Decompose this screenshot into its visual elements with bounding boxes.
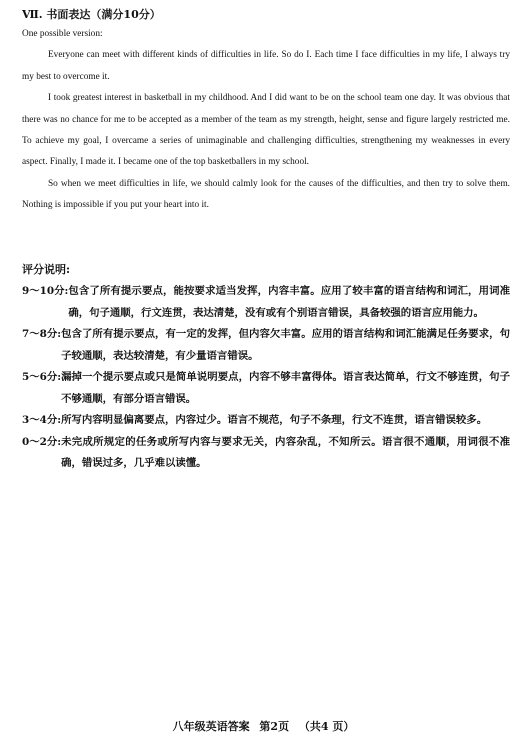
essay-lead: One possible version:: [22, 29, 103, 39]
footer-grade-subject: 八年级英语答案: [172, 720, 250, 733]
rubric-description: 所写内容明显偏离要点，内容过少。语言不规范，句子不条理，行文不连贯，语言错误较多。: [61, 414, 488, 426]
footer-page-number: 第2页: [259, 720, 290, 733]
rubric-item: [22, 281, 510, 324]
essay-paragraph-1: Everyone can meet with different kinds of difficulties in life. So do I. Each time I face difficulties in my life, I always try my best to overcome it.: [22, 50, 510, 82]
sample-essay: [22, 24, 510, 217]
rubric-description: 包含了所有提示要点，有一定的发挥，但内容欠丰富。应用的语言结构和词汇能满足任务要求，句子较通顺，表达较清楚，有少量语言错误。: [61, 328, 510, 362]
section-title: Ⅶ. 书面表达（满分10分）: [22, 8, 161, 21]
rubric-item: [22, 367, 510, 410]
rubric-item: [22, 432, 510, 475]
rubric-item: [22, 410, 510, 432]
scoring-rubric: [22, 281, 510, 475]
rubric-score-range: 0～2分:: [22, 435, 62, 448]
rubric-score-range: 5～6分:: [22, 371, 62, 383]
essay-paragraph-2: I took greatest interest in basketball in my childhood. And I did want to be on the school team one day. It was obvious that there was no chance for me to be accepted as a member of the team as my strength, height, sense and figure largely restricted me. To achieve my goal, I overcame a series of unimaginable and challenging difficulties, strengthening my weaknesses in every aspect. Finally, I made it. I became one of the top basketballers in my school.: [22, 93, 510, 168]
footer-total-pages: （共4 页）: [298, 720, 355, 733]
rubric-score-range: 7～8分:: [22, 328, 62, 340]
essay-paragraph-3: So when we meet difficulties in life, we should calmly look for the causes of the difficulties, and then try to solve them. Nothing is impossible if you put your heart into it.: [22, 178, 510, 211]
rubric-description: 漏掉一个提示要点或只是简单说明要点，内容不够丰富得体。语言表达简单，行文不够连贯，句子不够通顺，有部分语言错误。: [61, 371, 510, 405]
rubric-score-range: 3～4分:: [22, 414, 62, 426]
rubric-score-range: 9～10分:: [22, 285, 69, 297]
rubric-title: 评分说明:: [22, 263, 71, 276]
rubric-description: 包含了所有提示要点，能按要求适当发挥，内容丰富。应用了较丰富的语言结构和词汇，用词准确，句子通顺，行文连贯，表达清楚，没有或有个别语言错误，具备较强的语言应用能力。: [68, 285, 510, 319]
rubric-item: [22, 324, 510, 367]
rubric-description: 未完成所规定的任务或所写内容与要求无关，内容杂乱，不知所云。语言很不通顺，用词很不准确，错误过多，几乎难以读懂。: [61, 435, 510, 469]
page-footer: [0, 718, 527, 734]
